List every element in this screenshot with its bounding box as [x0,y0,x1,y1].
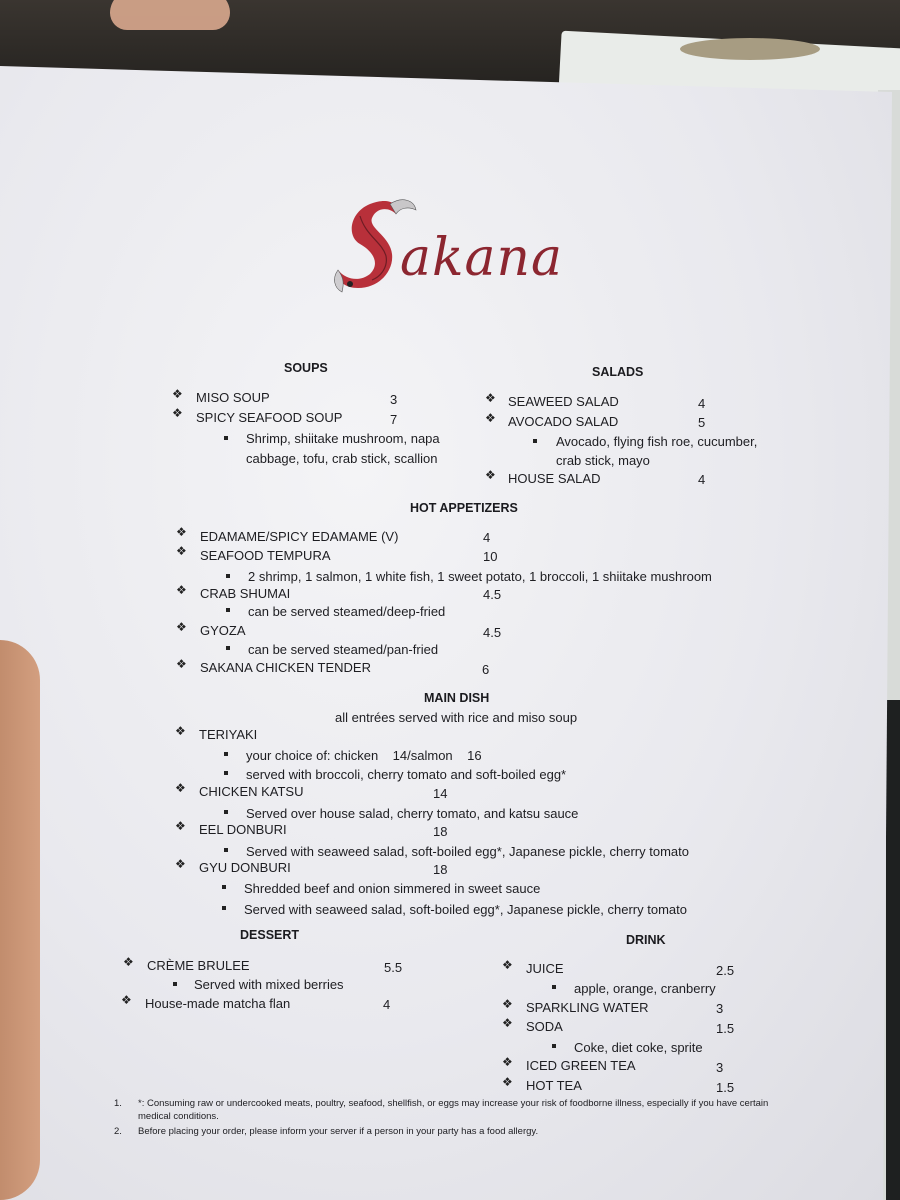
square-bullet-icon [224,771,228,775]
hand-top [110,0,230,30]
menu-item-price: 4.5 [483,587,502,602]
bullet-icon: ❖ [175,857,186,871]
menu-item-detail: apple, orange, cranberry [574,981,716,996]
menu-item-price: 4 [698,472,706,487]
square-bullet-icon [226,646,230,650]
menu-item-price: 18 [433,862,448,877]
menu-item-price: 3 [716,1001,724,1016]
menu-item-detail: Coke, diet coke, sprite [574,1040,703,1055]
menu-item-price: 1.5 [716,1021,735,1036]
bullet-icon: ❖ [502,1016,513,1030]
menu-item-price: 4 [483,530,491,545]
menu-item-detail: Served with seaweed salad, soft-boiled egg*, Japanese pickle, cherry tomato [246,844,689,859]
bullet-icon: ❖ [176,525,187,539]
main-dish-heading: MAIN DISH [424,691,490,705]
restaurant-logo [330,196,600,306]
menu-item-price: 3 [716,1060,724,1075]
square-bullet-icon [224,810,228,814]
bullet-icon: ❖ [176,583,187,597]
menu-item-name: SPICY SEAFOOD SOUP [196,410,343,425]
square-bullet-icon [533,439,537,443]
menu-item-detail: 2 shrimp, 1 salmon, 1 white fish, 1 sweet potato, 1 broccoli, 1 shiitake mushroom [248,569,712,584]
menu-item-name: MISO SOUP [196,390,270,405]
drink-heading: DRINK [626,933,666,947]
menu-item-name: HOT TEA [526,1078,582,1093]
bullet-icon: ❖ [175,819,186,833]
bullet-icon: ❖ [121,993,132,1007]
square-bullet-icon [224,848,228,852]
menu-item-name: EDAMAME/SPICY EDAMAME (V) [200,529,399,544]
bullet-icon: ❖ [176,657,187,671]
menu-item-price: 2.5 [716,963,735,978]
menu-item-price: 10 [483,549,498,564]
bullet-icon: ❖ [485,468,496,482]
menu-item-detail: cabbage, tofu, crab stick, scallion [246,451,438,466]
bullet-icon: ❖ [175,724,186,738]
menu-item-price: 5 [698,415,706,430]
menu-item-name: SEAFOOD TEMPURA [200,548,331,563]
menu-item-price: 4 [698,396,706,411]
menu-item-name: HOUSE SALAD [508,471,601,486]
menu-item-name: GYOZA [200,623,246,638]
menu-item-price: 5.5 [384,960,403,975]
menu-item-detail: Served with seaweed salad, soft-boiled egg*, Japanese pickle, cherry tomato [244,902,687,917]
salads-heading: SALADS [592,365,644,379]
square-bullet-icon [224,752,228,756]
menu-item-name: AVOCADO SALAD [508,414,619,429]
bullet-icon: ❖ [176,620,187,634]
bullet-icon: ❖ [123,955,134,969]
menu-item-price: 7 [390,412,398,427]
menu-item-name: SAKANA CHICKEN TENDER [200,660,371,675]
footnote-number: 2. [114,1126,122,1137]
menu-item-price: 3 [390,392,398,407]
main-dish-subheading: all entrées served with rice and miso soup [335,710,578,725]
menu-item-name: SEAWEED SALAD [508,394,619,409]
menu-item-detail: can be served steamed/pan-fried [248,642,439,657]
menu-item-name: JUICE [526,961,564,976]
menu-item-name: SPARKLING WATER [526,1000,649,1015]
square-bullet-icon [552,1044,556,1048]
footnote-text: *: Consuming raw or undercooked meats, poultry, seafood, shellfish, or eggs may increase your risk of foodborne illness, especially if you have certain [138,1098,769,1109]
logo-text: akana [400,228,564,288]
footnote-text: medical conditions. [138,1111,219,1122]
menu-item-detail: your choice of: chicken 14/salmon 16 [246,748,482,763]
menu-item-name: ICED GREEN TEA [526,1058,636,1073]
bullet-icon: ❖ [502,1075,513,1089]
bullet-icon: ❖ [485,391,496,405]
menu-item-price: 6 [482,662,490,677]
menu-item-name: CRÈME BRULEE [147,958,250,973]
square-bullet-icon [224,436,228,440]
bullet-icon: ❖ [502,997,513,1011]
menu-item-detail: can be served steamed/deep-fried [248,604,446,619]
menu-item-name: TERIYAKI [199,727,258,742]
bullet-icon: ❖ [176,544,187,558]
menu-item-name: GYU DONBURI [199,860,291,875]
square-bullet-icon [552,985,556,989]
menu-item-detail: Shrimp, shiitake mushroom, napa [246,431,440,446]
background-strip [886,700,900,1200]
dessert-heading: DESSERT [240,928,300,942]
menu-item-name: EEL DONBURI [199,822,287,837]
square-bullet-icon [226,574,230,578]
hand-holding-menu [0,640,40,1200]
menu-item-name: CRAB SHUMAI [200,586,291,601]
menu-item-detail: Shredded beef and onion simmered in sweet sauce [244,881,541,896]
soups-heading: SOUPS [284,361,328,375]
bullet-icon: ❖ [175,781,186,795]
menu-item-name: CHICKEN KATSU [199,784,304,799]
menu-item-detail: crab stick, mayo [556,453,650,468]
menu-item-price: 4.5 [483,625,502,640]
square-bullet-icon [226,608,230,612]
menu-item-name: House-made matcha flan [145,996,291,1011]
footnote-text: Before placing your order, please inform your server if a person in your party has a food allergy. [138,1126,539,1137]
bullet-icon: ❖ [502,1055,513,1069]
bullet-icon: ❖ [172,387,183,401]
menu-item-price: 4 [383,997,391,1012]
menu-item-price: 18 [433,824,448,839]
menu-item-detail: Avocado, flying fish roe, cucumber, [556,434,758,449]
bullet-icon: ❖ [502,958,513,972]
menu-item-price: 1.5 [716,1080,735,1095]
menu-item-detail: Served with mixed berries [194,977,344,992]
menu-item-detail: Served over house salad, cherry tomato, and katsu sauce [246,806,579,821]
square-bullet-icon [222,906,226,910]
bullet-icon: ❖ [485,411,496,425]
square-bullet-icon [222,885,226,889]
menu-item-detail: served with broccoli, cherry tomato and soft-boiled egg* [246,767,567,782]
menu-item-name: SODA [526,1019,563,1034]
hot-appetizers-heading: HOT APPETIZERS [410,501,518,515]
bullet-icon: ❖ [172,406,183,420]
footnote-number: 1. [114,1098,122,1109]
square-bullet-icon [173,982,177,986]
background-plate [680,38,820,60]
menu-item-price: 14 [433,786,448,801]
